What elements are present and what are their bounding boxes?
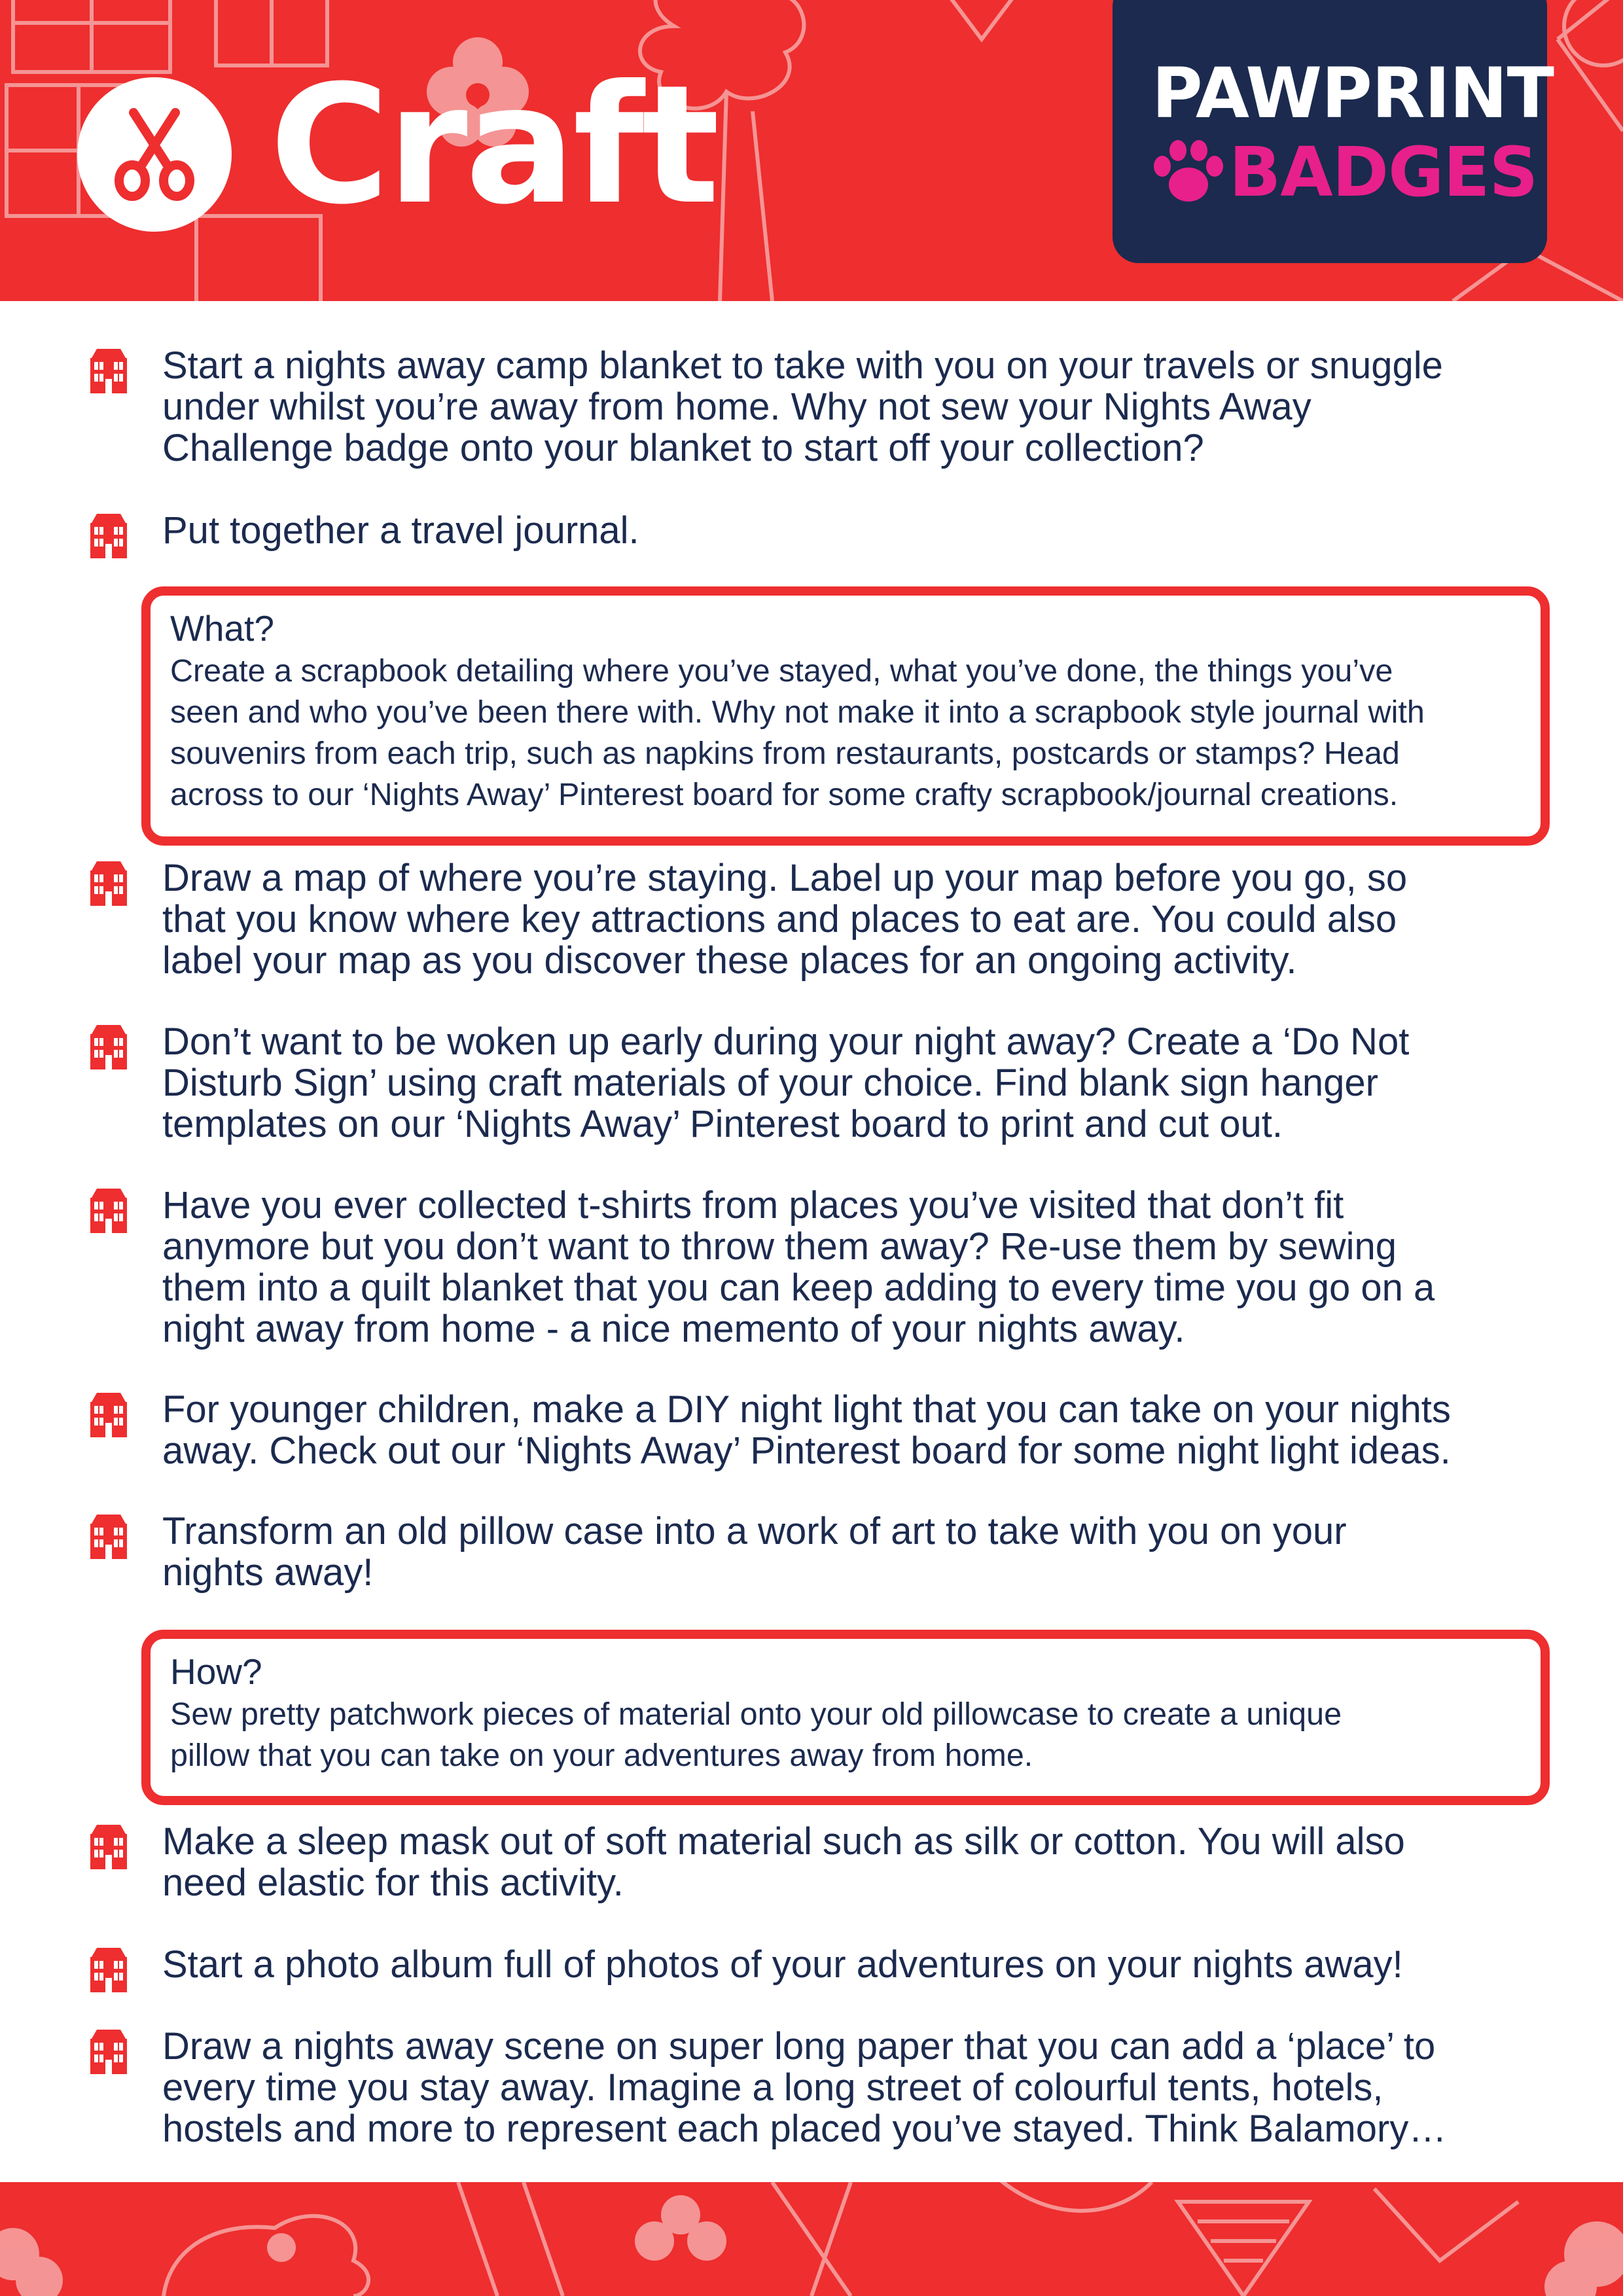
house-icon xyxy=(88,1185,130,1234)
pawprint-badges-logo xyxy=(1113,0,1554,263)
what-info-box xyxy=(141,586,1550,846)
house-icon xyxy=(88,1389,130,1439)
list-item-text: Draw a map of where you’re staying. Label up your map before you go, so that you know where key attractions and places to eat are. You could also label your map as you discover these places for an ongoing activity. xyxy=(162,857,1408,982)
list-item-text: Transform an old pillow case into a work of art to take with you on your nights away! xyxy=(162,1510,1347,1594)
scissors-icon xyxy=(109,107,200,202)
list-item-text: Start a nights away camp blanket to take with you on your travels or snuggle under whilst you’re away from home. Why not sew your Nights Away Challenge badge onto your blanket to start off your collection? xyxy=(162,344,1443,469)
house-icon xyxy=(88,1511,130,1560)
logo-line2: BADGES xyxy=(1229,132,1538,212)
page-title: Craft xyxy=(270,50,717,240)
list-item-text: Put together a travel journal. xyxy=(162,509,639,552)
craft-icon-badge xyxy=(77,77,232,232)
list-item-text: Make a sleep mask out of soft material such as silk or cotton. You will also need elastic for this activity. xyxy=(162,1820,1405,1904)
info-box-title: How? xyxy=(170,1651,262,1692)
footer-doodle-decoration xyxy=(0,2182,1623,2296)
list-item-text: Have you ever collected t-shirts from places you’ve visited that don’t fit anymore but you don’t want to throw them away? Re-use them by sewing them into a quilt blanket that you can keep adding to every time you go on a night away from home - a nice memento of your nights away. xyxy=(162,1184,1435,1350)
house-icon xyxy=(88,1944,130,1994)
list-item-text: Start a photo album full of photos of your adventures on your nights away! xyxy=(162,1943,1403,1986)
paw-print-icon xyxy=(1149,136,1228,208)
list-item-text: For younger children, make a DIY night light that you can take on your nights away. Check out our ‘Nights Away’ Pinterest board for some night light ideas. xyxy=(162,1388,1451,1472)
house-icon xyxy=(88,857,130,907)
info-box-body: Sew pretty patchwork pieces of material onto your old pillowcase to create a unique pillow that you can take on your adventures away from home. xyxy=(170,1696,1342,1773)
house-icon xyxy=(88,345,130,395)
how-info-box xyxy=(141,1630,1550,1805)
house-icon xyxy=(88,1821,130,1871)
list-item-text: Don’t want to be woken up early during your night away? Create a ‘Do Not Disturb Sign’ using craft materials of your choice. Find blank sign hanger templates on our ‘Nights Away’ Pinterest board to print and cut out. xyxy=(162,1020,1410,1145)
logo-line1: PAWPRINT xyxy=(1152,53,1554,134)
house-icon xyxy=(88,2026,130,2075)
info-box-body: Create a scrapbook detailing where you’ve stayed, what you’ve done, the things you’ve seen and who you’ve been there with. Why not make it into a scrapbook style journal with souvenirs from each trip, such as napkins from restaurants, postcards or stamps? Head across to our ‘Nights Away’ Pinterest board for some crafty scrapbook/journal creations. xyxy=(170,653,1425,812)
house-icon xyxy=(88,510,130,560)
info-box-title: What? xyxy=(170,608,274,649)
header-banner xyxy=(0,0,1623,301)
house-icon xyxy=(88,1021,130,1071)
list-item-text: Draw a nights away scene on super long paper that you can add a ‘place’ to every time you stay away. Imagine a long street of colourful tents, hotels, hostels and more to represent each placed you’ve stayed. Think Balamory… xyxy=(162,2025,1447,2150)
footer-banner xyxy=(0,2182,1623,2296)
